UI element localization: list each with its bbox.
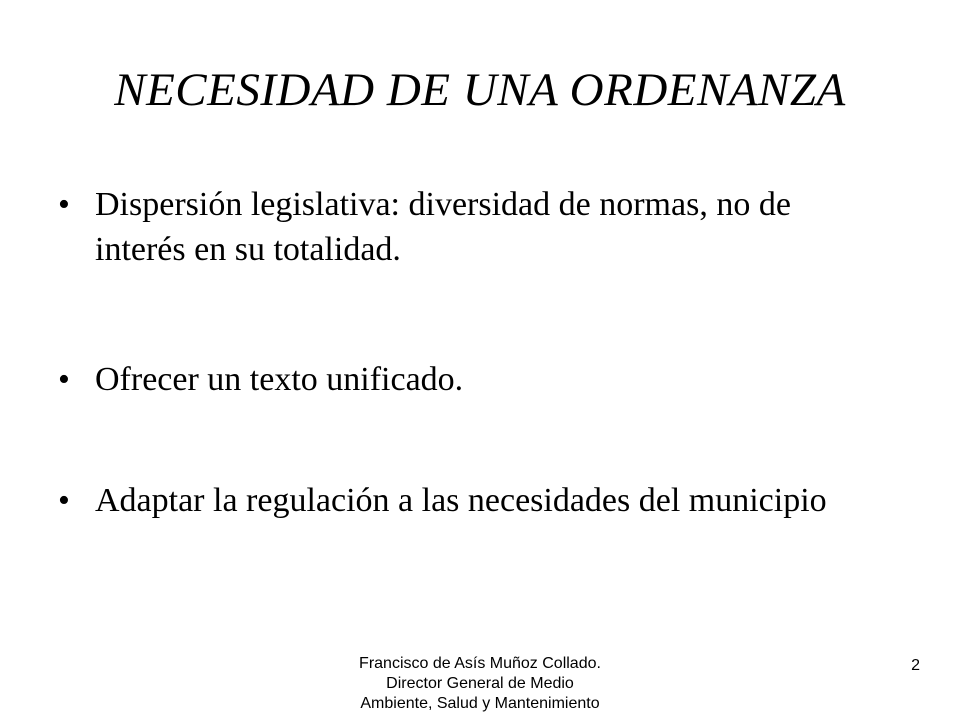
bullet-text: Adaptar la regulación a las necesidades del municipio — [95, 482, 827, 519]
bullet-dot-icon: • — [58, 482, 70, 519]
bullet-text: Dispersión legislativa: diversidad de normas, no de interés en su totalidad. — [95, 186, 791, 268]
slide-title: NECESIDAD DE UNA ORDENANZA — [114, 64, 846, 116]
footer-department: Ambiente, Salud y Mantenimiento — [360, 695, 600, 712]
page-number: 2 — [911, 657, 920, 674]
bullet-item — [58, 478, 888, 523]
bullet-text: Ofrecer un texto unificado. — [95, 361, 464, 398]
bullet-item — [58, 357, 888, 402]
footer-author: Francisco de Asís Muñoz Collado. — [359, 655, 601, 672]
bullet-dot-icon: • — [58, 186, 70, 223]
slide-footer — [300, 654, 660, 714]
bullet-item — [58, 182, 888, 272]
footer-role: Director General de Medio — [386, 675, 574, 692]
bullet-dot-icon: • — [58, 361, 70, 398]
